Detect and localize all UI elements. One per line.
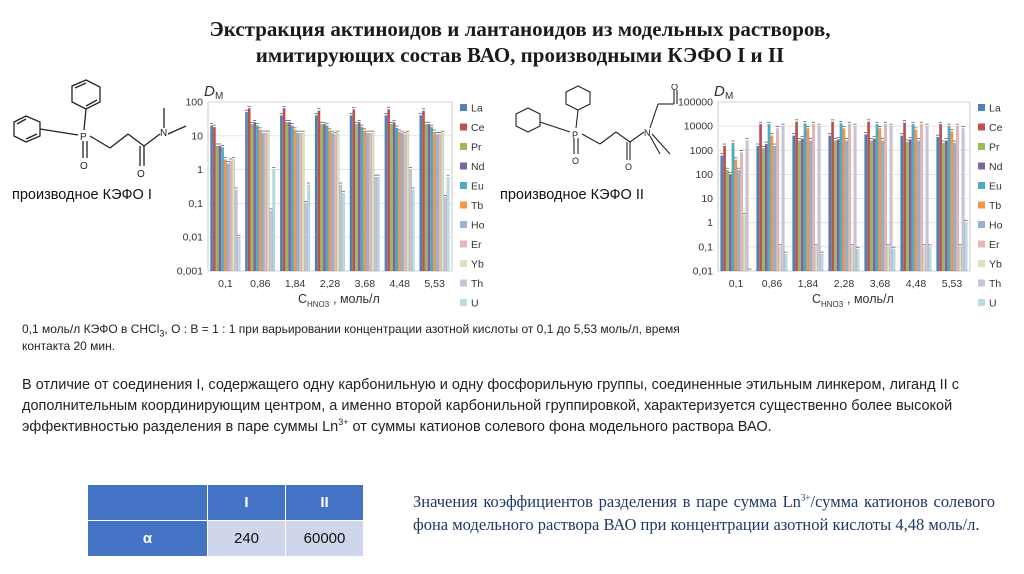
- bar-ce-4: [867, 122, 870, 271]
- legend-swatch: [978, 241, 985, 248]
- bar-nd-5: [393, 122, 395, 271]
- bar-er-1: [264, 133, 266, 271]
- bar-pr-3: [834, 141, 837, 271]
- bar-pr-5: [390, 124, 392, 271]
- bar-ce-2: [283, 108, 285, 271]
- y-tick-label: 0,01: [182, 231, 203, 244]
- bar-eu-4: [361, 127, 363, 271]
- bar-eu-0: [221, 148, 223, 271]
- legend-label: Nd: [989, 161, 1003, 173]
- bar-pr-0: [216, 146, 218, 271]
- bar-th-6: [962, 128, 965, 271]
- bar-eu-3: [840, 123, 843, 271]
- table-row: [88, 521, 364, 557]
- bar-pr-5: [906, 142, 909, 271]
- bar-th-2: [305, 203, 307, 271]
- bar-ho-6: [436, 134, 438, 271]
- bar-yb-4: [372, 133, 374, 271]
- table-header-row: [88, 485, 364, 521]
- legend-swatch: [460, 299, 467, 306]
- separation-factor-table: [87, 484, 364, 557]
- bar-ho-5: [401, 133, 403, 271]
- legend-swatch: [460, 202, 467, 209]
- x-axis-label-sub: HNO3: [307, 300, 330, 309]
- y-tick-label: 0,01: [692, 265, 713, 278]
- bar-yb-4: [887, 247, 890, 271]
- bar-ce-1: [759, 124, 762, 271]
- bar-tb-4: [363, 131, 365, 271]
- bar-er-6: [439, 134, 441, 271]
- bar-pr-2: [286, 122, 288, 271]
- bar-nd-3: [837, 139, 840, 271]
- bar-ho-2: [297, 133, 299, 271]
- bar-th-4: [374, 177, 376, 271]
- bar-nd-4: [873, 139, 876, 271]
- bar-nd-4: [358, 122, 360, 271]
- title-line-1: Экстракция актиноидов и лантаноидов из модельных растворов,: [209, 17, 831, 41]
- y-axis-label-sub: M: [725, 91, 734, 102]
- bar-ce-4: [353, 109, 355, 271]
- bar-tb-0: [735, 160, 738, 271]
- bar-tb-5: [915, 130, 918, 271]
- bar-pr-3: [320, 124, 322, 271]
- bar-pr-1: [762, 148, 765, 271]
- bar-la-4: [865, 135, 868, 271]
- bar-la-5: [385, 115, 387, 271]
- legend-swatch: [460, 163, 467, 170]
- legend-swatch: [978, 202, 985, 209]
- title-line-2: имитирующих состав ВАО, производными КЭФО I и II: [255, 43, 785, 67]
- legend-label: Eu: [989, 180, 1002, 193]
- legend-label: Eu: [471, 180, 484, 193]
- molecule-label-1: производное КЭФО I: [12, 187, 152, 203]
- bar-u-5: [412, 190, 414, 271]
- bar-tb-0: [224, 159, 226, 271]
- bar-nd-5: [909, 139, 912, 271]
- y-tick-label: 100000: [677, 96, 713, 109]
- legend-swatch: [978, 163, 985, 170]
- y-tick-label: 0,1: [698, 241, 713, 254]
- bar-tb-6: [951, 131, 954, 271]
- bar-er-2: [812, 124, 815, 271]
- bar-tb-3: [843, 128, 846, 271]
- bar-eu-5: [912, 124, 915, 271]
- y-axis-label: D: [204, 83, 215, 100]
- bar-ho-3: [845, 141, 848, 271]
- x-axis-label-unit: , моль/л: [847, 292, 894, 306]
- table-header-2: II: [286, 485, 364, 521]
- bar-u-3: [342, 193, 344, 271]
- bar-yb-0: [743, 215, 746, 271]
- x-tick-label: 5,53: [424, 278, 445, 290]
- bar-er-3: [334, 134, 336, 271]
- legend-label: Yb: [989, 258, 1002, 271]
- legend-label: U: [471, 297, 479, 310]
- bar-u-3: [857, 249, 860, 271]
- bar-pr-2: [798, 141, 801, 271]
- svg-text:P: P: [80, 132, 87, 143]
- y-tick-label: 10: [191, 130, 203, 143]
- bar-th-5: [926, 126, 929, 271]
- legend-label: Tb: [989, 200, 1002, 212]
- slide-title: [90, 16, 950, 68]
- bar-er-4: [369, 133, 371, 271]
- chart-kefo-2: [672, 76, 1017, 308]
- bar-th-1: [782, 126, 785, 271]
- bar-th-3: [854, 126, 857, 271]
- bar-yb-3: [851, 247, 854, 271]
- bar-th-6: [444, 197, 446, 271]
- y-tick-label: 1: [197, 164, 203, 177]
- x-axis-label-sub: HNO3: [821, 300, 844, 309]
- bar-tb-2: [294, 130, 296, 271]
- bar-ho-4: [366, 133, 368, 271]
- x-tick-label: 1,84: [797, 278, 819, 290]
- x-tick-label: 3,68: [869, 278, 891, 290]
- bar-u-1: [273, 170, 275, 271]
- bar-yb-2: [302, 133, 304, 271]
- bar-yb-2: [815, 247, 818, 271]
- bar-la-1: [757, 146, 760, 271]
- bar-eu-2: [804, 123, 807, 271]
- x-tick-label: 2,28: [319, 278, 341, 290]
- y-axis-label: D: [714, 83, 725, 100]
- bar-th-5: [409, 170, 411, 271]
- bar-th-0: [746, 141, 749, 271]
- legend-label: Yb: [471, 258, 484, 271]
- bar-nd-2: [288, 122, 290, 271]
- bar-la-2: [280, 115, 282, 271]
- bar-la-2: [793, 136, 796, 271]
- bar-la-0: [210, 126, 212, 271]
- bar-ce-1: [248, 108, 250, 271]
- legend-label: Ce: [989, 122, 1003, 134]
- table-header-1: I: [208, 485, 286, 521]
- legend-swatch: [978, 221, 985, 228]
- bar-th-4: [890, 126, 893, 271]
- x-tick-label: 0,1: [218, 278, 233, 290]
- bar-ce-0: [723, 146, 726, 271]
- bar-ho-4: [881, 141, 884, 271]
- molecule-structure-2: [510, 84, 690, 182]
- legend-label: Th: [989, 278, 1002, 290]
- bar-la-5: [901, 136, 904, 271]
- bar-ho-0: [227, 164, 229, 271]
- bar-nd-0: [729, 174, 732, 271]
- bar-yb-3: [337, 133, 339, 271]
- bar-pr-4: [355, 124, 357, 271]
- bar-th-1: [270, 211, 272, 271]
- bar-la-6: [937, 137, 940, 271]
- bar-ho-1: [262, 133, 264, 271]
- bar-eu-3: [326, 126, 328, 271]
- bar-u-1: [785, 254, 788, 271]
- bar-ce-2: [795, 122, 798, 271]
- legend-swatch: [460, 221, 467, 228]
- x-tick-label: 0,1: [728, 278, 744, 290]
- experiment-conditions: 0,1 моль/л КЭФО в CHCl$_3$, О : В = 1 : 1 при варьировании концентрации азотной кислоты от 0,1 до 5,53 моль/л, время контакта 20 мин.: [22, 322, 680, 353]
- x-tick-label: 0,86: [761, 278, 783, 290]
- bar-ce-3: [318, 111, 320, 271]
- bar-eu-2: [291, 126, 293, 271]
- bar-eu-5: [396, 128, 398, 271]
- bar-er-0: [230, 161, 232, 271]
- bar-la-3: [829, 136, 832, 271]
- bar-ce-5: [387, 109, 389, 271]
- svg-text:O: O: [80, 161, 88, 172]
- legend-swatch: [978, 124, 985, 131]
- bar-th-2: [818, 126, 821, 271]
- y-tick-label: 0,001: [176, 265, 203, 278]
- bar-tb-3: [329, 131, 331, 271]
- bar-pr-6: [425, 124, 427, 271]
- bar-u-6: [447, 177, 449, 271]
- bar-u-6: [965, 223, 968, 271]
- y-tick-label: 10: [701, 193, 713, 206]
- x-axis-label-unit: , моль/л: [333, 292, 380, 306]
- x-tick-label: 4,48: [905, 278, 927, 290]
- bar-nd-0: [219, 146, 221, 271]
- legend-label: Er: [989, 239, 1000, 251]
- legend-swatch: [978, 143, 985, 150]
- bar-u-2: [821, 254, 824, 271]
- bar-tb-5: [398, 132, 400, 271]
- x-tick-label: 4,48: [389, 278, 410, 290]
- bar-la-1: [245, 112, 247, 271]
- legend-label: Ce: [471, 122, 485, 134]
- y-tick-label: 10000: [683, 120, 713, 133]
- bar-eu-1: [256, 126, 258, 271]
- bar-er-1: [776, 128, 779, 271]
- y-tick-label: 100: [185, 96, 203, 109]
- chart-kefo-1: [160, 76, 500, 308]
- bar-ce-3: [831, 122, 834, 271]
- bar-la-4: [350, 115, 352, 271]
- x-tick-label: 1,84: [284, 278, 306, 290]
- svg-text:N: N: [160, 128, 168, 139]
- x-tick-label: 3,68: [354, 278, 376, 290]
- legend-swatch: [460, 241, 467, 248]
- legend-swatch: [978, 299, 985, 306]
- legend-swatch: [460, 124, 467, 131]
- bar-nd-1: [765, 144, 768, 271]
- bar-yb-5: [407, 133, 409, 271]
- legend-swatch: [460, 104, 467, 111]
- x-tick-label: 5,53: [941, 278, 963, 290]
- legend-label: La: [471, 102, 483, 115]
- bar-ce-0: [213, 127, 215, 271]
- bar-pr-4: [870, 141, 873, 271]
- svg-text:P: P: [572, 130, 579, 140]
- bar-ho-2: [809, 141, 812, 271]
- table-cell-2: 60000: [286, 521, 364, 557]
- molecule-label-2: производное КЭФО II: [500, 187, 644, 203]
- bar-la-6: [420, 115, 422, 271]
- bar-la-3: [315, 115, 317, 271]
- bar-er-6: [956, 126, 959, 271]
- bar-nd-1: [253, 122, 255, 271]
- legend-swatch: [460, 280, 467, 287]
- bar-tb-6: [433, 132, 435, 271]
- table-note: Значения коэффициентов разделения в паре сумма $Ln^{3+}$/сумма катионов солевого фона модельного раствора ВАО при концентрации азотной кислоты 4,48 моль/л.: [413, 492, 996, 534]
- bar-er-5: [920, 124, 923, 271]
- y-tick-label: 1000: [689, 144, 713, 157]
- bar-u-4: [377, 177, 379, 271]
- bar-u-5: [929, 247, 932, 271]
- bar-ho-6: [953, 143, 956, 271]
- bar-tb-1: [771, 136, 774, 271]
- bar-yb-1: [779, 247, 782, 271]
- bar-ho-5: [917, 141, 920, 271]
- bar-yb-5: [923, 247, 926, 271]
- svg-text:N: N: [644, 128, 651, 138]
- bar-er-5: [404, 134, 406, 271]
- bar-ce-5: [903, 123, 906, 271]
- bar-pr-1: [251, 124, 253, 271]
- bar-yb-6: [441, 133, 443, 271]
- legend-swatch: [460, 260, 467, 267]
- bar-tb-4: [879, 128, 882, 271]
- bar-u-4: [893, 249, 896, 271]
- legend-label: U: [989, 297, 997, 310]
- x-axis-label: C: [298, 292, 308, 306]
- legend-label: La: [989, 102, 1001, 115]
- conclusion-paragraph: В отличие от соединения I, содержащего одну карбонильную и одну фосфорильную группы, соединенные этильным линкером, лиганд II с дополнительным координирующим центром, а именно второй карбонильной группировкой, характеризуется существенно более высокой эффективностью разделения в паре суммы $Ln^{3+}$ от суммы катионов солевого фона модельного раствора ВАО.: [22, 377, 959, 435]
- bar-th-0: [235, 190, 237, 271]
- bar-ce-6: [939, 124, 942, 271]
- bar-u-2: [307, 185, 309, 271]
- bar-pr-6: [942, 143, 945, 271]
- bar-nd-6: [428, 124, 430, 271]
- legend-label: Th: [471, 278, 484, 290]
- legend-swatch: [978, 260, 985, 267]
- bar-er-3: [848, 124, 851, 271]
- legend-label: Tb: [471, 200, 484, 212]
- bar-eu-4: [876, 124, 879, 271]
- bar-u-0: [238, 237, 240, 271]
- x-tick-label: 0,86: [250, 278, 271, 290]
- legend-label: Ho: [471, 219, 485, 232]
- x-tick-label: 2,28: [833, 278, 855, 290]
- bar-eu-0: [732, 143, 735, 271]
- bar-er-2: [299, 133, 301, 271]
- y-tick-label: 0,1: [188, 197, 203, 210]
- svg-text:O: O: [137, 169, 145, 180]
- legend-swatch: [978, 104, 985, 111]
- bar-yb-0: [232, 159, 234, 271]
- legend-swatch: [460, 182, 467, 189]
- bar-ce-6: [422, 111, 424, 271]
- y-tick-label: 1: [707, 217, 713, 230]
- y-axis-label-sub: M: [215, 91, 224, 102]
- bar-th-3: [340, 185, 342, 271]
- table-cell-1: 240: [208, 521, 286, 557]
- legend-label: Ho: [989, 219, 1003, 232]
- svg-text:O: O: [625, 162, 633, 172]
- bar-eu-1: [768, 124, 771, 271]
- table-row-label: α: [88, 521, 208, 557]
- bar-eu-6: [430, 127, 432, 271]
- x-axis-label: C: [812, 292, 822, 306]
- legend-label: Pr: [471, 141, 482, 154]
- legend-label: Pr: [989, 141, 1000, 154]
- bar-pr-0: [726, 170, 729, 271]
- bar-ho-1: [773, 146, 776, 271]
- legend-swatch: [460, 143, 467, 150]
- bar-ho-0: [737, 170, 740, 271]
- bar-nd-6: [945, 141, 948, 271]
- bar-nd-3: [323, 124, 325, 271]
- bar-tb-1: [259, 130, 261, 271]
- svg-text:O: O: [671, 84, 679, 92]
- legend-label: Nd: [471, 161, 485, 173]
- svg-text:O: O: [572, 156, 580, 166]
- bar-yb-1: [267, 133, 269, 271]
- bar-nd-2: [801, 139, 804, 271]
- bar-eu-6: [948, 126, 951, 271]
- legend-swatch: [978, 280, 985, 287]
- bar-la-0: [721, 156, 724, 271]
- bar-yb-6: [959, 247, 962, 271]
- bar-er-0: [740, 153, 743, 271]
- bar-er-4: [884, 124, 887, 271]
- table-corner-cell: [88, 485, 208, 521]
- legend-swatch: [978, 182, 985, 189]
- legend-label: Er: [471, 239, 482, 251]
- y-tick-label: 100: [695, 168, 713, 181]
- bar-tb-2: [807, 128, 810, 271]
- bar-ho-3: [331, 133, 333, 271]
